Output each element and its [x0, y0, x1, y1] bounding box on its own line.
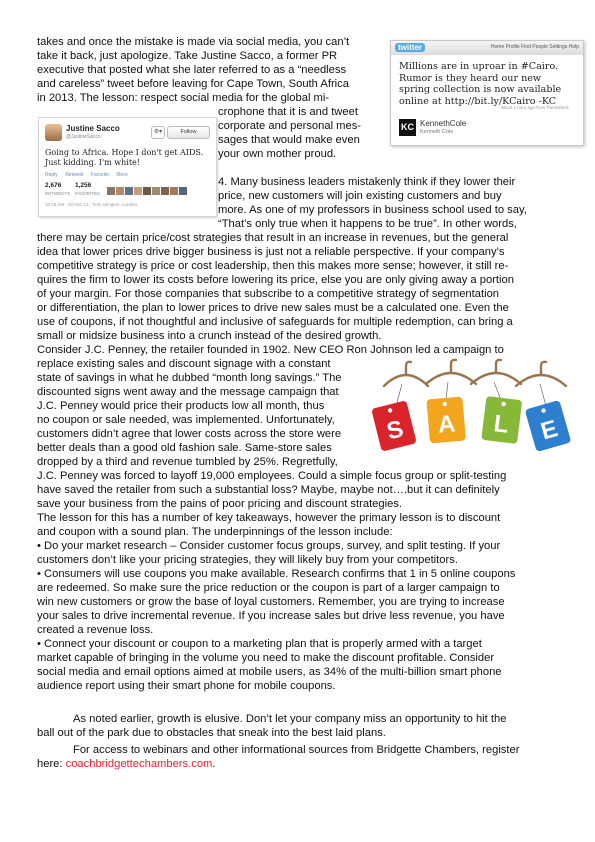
kc-tweet-meta: about 1 hour ago from TweetDeck	[501, 105, 569, 110]
twitter-header-bar	[391, 41, 583, 55]
gear-icon: ⚙▾	[151, 126, 165, 139]
tweet-footer: 10:19 AM - 20 Dec 13 · from Islington, London	[45, 202, 138, 207]
text-line: created a revenue loss.	[37, 624, 154, 636]
text-line: better deals than a good old fashion sale. Same-store sales	[37, 442, 332, 454]
text-line: 4. Many business leaders mistakenly think if they lower their	[218, 176, 516, 188]
text-line: “That’s only true when it happens to be true”. In other words,	[218, 218, 517, 230]
js-handle: @JustineSacco	[66, 134, 101, 140]
bullet-line: • Connect your discount or coupon to a marketing plan that is properly armed with a target	[37, 638, 482, 650]
js-name: Justine Sacco	[66, 124, 120, 133]
text-line: market capable of bringing in the volume you need to make the discount profitable. Consider	[37, 652, 495, 664]
text-line: and careless” tweet before leaving for Cape Town, South Africa	[37, 78, 349, 90]
text-line: idea that lower prices drive bigger business is just not a reliable perspective. If your company’s	[37, 246, 505, 258]
sale-letter-s: S	[384, 415, 407, 446]
kc-name: Kenneth Cole	[420, 129, 454, 135]
website-link[interactable]: coachbridgettechambers.com	[65, 758, 213, 770]
text-line: win new customers or grow the base of loyal customers. Remember, you are trying to increase	[37, 596, 505, 608]
text-line	[37, 758, 215, 772]
sale-letter-l: L	[492, 410, 511, 439]
text-line: discounted signs went away and the message campaign that	[37, 386, 339, 398]
follow-button: Follow	[167, 126, 210, 139]
kenneth-cole-tweet-screenshot	[390, 40, 584, 146]
text-line: take it back, just apologize. Take Justine Sacco, a former PR	[37, 50, 338, 62]
text-line: price, new customers will join existing customers and buy	[218, 190, 502, 202]
kc-tweet-text: Millions are in uproar in #Cairo. Rumor is they heard our new spring collection is now available online at http://bit.ly/KCairo -KC	[399, 61, 562, 107]
text-line: crophone that it is and tweet	[218, 106, 358, 118]
period: .	[212, 758, 216, 770]
more-action: More	[116, 172, 128, 178]
text-line: of your margin. For those companies that subscribe to a competitive strategy of segmentation	[37, 288, 500, 300]
text-line: there may be certain price/cost strategies that result in an increase in revenues, but the general	[37, 232, 509, 244]
text-line: executive that posted what she later referred to as a “needless	[37, 64, 347, 76]
kc-avatar: KC	[399, 119, 416, 136]
text-line: in 2013. The lesson: respect social media for the global mi-	[37, 92, 330, 104]
text-line: competitive strategy is price or cost leadership, then this makes more sense; however, it still re-	[37, 260, 509, 272]
text-line: customers didn’t agree that lower costs across the store were	[37, 428, 342, 440]
text-line: replace existing sales and discount signage with a constant	[37, 358, 331, 370]
retweets-label: RETWEETS	[45, 191, 71, 196]
text-line: social media and email options aimed at mobile users, as 34% of the multi-billion smart phone	[37, 666, 502, 678]
text-line: save your business from the pains of poor pricing and discount strategies.	[37, 498, 403, 510]
text-line: state of savings in what he dubbed “month long savings.” The	[37, 372, 342, 384]
retweet-action: Retweet	[65, 172, 84, 178]
text-line: small or midsize business into a crunch instead of the desired growth.	[37, 330, 382, 342]
text-line: and coupon with a sound plan. The underpinnings of the lesson include:	[37, 526, 393, 538]
favorite-action: Favorite	[90, 172, 109, 178]
text-line: customers don’t like your pricing strategies, they will likely buy from your competitors.	[37, 554, 458, 566]
here-label: here:	[37, 758, 66, 770]
retweets-count: 2,676	[45, 182, 62, 189]
text-line: have saved the retailer from such a substantial loss? Maybe, maybe not….but it can definitely	[37, 484, 500, 496]
text-line: corporate and personal mes-	[218, 120, 362, 132]
reply-action: Reply	[45, 172, 58, 178]
bullet-line: • Consumers will use coupons you make available. Research confirms that 1 in 5 online coupons	[37, 568, 516, 580]
justine-sacco-tweet-screenshot	[38, 117, 217, 217]
text-line: more. As one of my professors in business school used to say,	[218, 204, 527, 216]
kc-handle: KennethCole	[420, 119, 467, 128]
text-line: use of coupons, if not thoughtful and inclusive of safeguards for multiple redemption, can bring a	[37, 316, 513, 328]
text-line: As noted earlier, growth is elusive. Don’t let your company miss an opportunity to hit the	[73, 713, 507, 725]
js-tweet-text: Going to Africa. Hope I don't get AIDS. Just kidding. I'm white!	[45, 148, 204, 167]
text-line: ball out of the park due to obstacles that sneak into the best laid plans.	[37, 727, 386, 739]
text-line: sages that would make even	[218, 134, 360, 146]
retweeter-avatars	[107, 182, 207, 192]
text-line: or differentiation, the plan to lower prices to drive new sales must be a calculated one. Even the	[37, 302, 509, 314]
avatar	[45, 124, 62, 141]
sale-tags-illustration	[356, 356, 584, 458]
sale-letter-e: E	[537, 415, 561, 446]
twitter-nav: Home Profile Find People Settings Help	[490, 44, 579, 50]
favorites-label: FAVORITES	[75, 191, 100, 196]
twitter-logo: twitter	[395, 43, 425, 52]
text-line: J.C. Penney was forced to layoff 19,000 employees. Could a simple focus group or split-testing	[37, 470, 507, 482]
text-line: audience report using their smart phone for mobile coupons.	[37, 680, 336, 692]
text-line: For access to webinars and other informational sources from Bridgette Chambers, register	[73, 744, 520, 756]
favorites-count: 1,256	[75, 182, 92, 189]
text-line: quires the firm to lower its costs before lowering its price, else you are only giving away a portion	[37, 274, 514, 286]
text-line: your sales to drive incremental revenue. If you increase sales but drive less revenue, you have	[37, 610, 505, 622]
text-line: J.C. Penney would price their products low all month, thus	[37, 400, 325, 412]
text-line: The lesson for this has a number of key takeaways, however the primary lesson is to discount	[37, 512, 501, 524]
text-line: takes and once the mistake is made via social media, you can’t	[37, 36, 350, 48]
text-line: Consider J.C. Penney, the retailer founded in 1902. New CEO Ron Johnson led a campaign to	[37, 344, 504, 356]
text-line: your own mother proud.	[218, 148, 337, 160]
text-line: dropped by a third and revenue tumbled by 25%. Regretfully,	[37, 456, 338, 468]
text-line: no coupon or sale needed, was implemented. Unfortunately,	[37, 414, 335, 426]
sale-letter-a: A	[436, 410, 457, 439]
bullet-line: • Do your market research – Consider customer focus groups, survey, and split testing. If your	[37, 540, 501, 552]
text-line: are redeemed. So make sure the price reduction or the coupon is part of a larger campaign to	[37, 582, 500, 594]
tweet-actions	[45, 172, 134, 178]
